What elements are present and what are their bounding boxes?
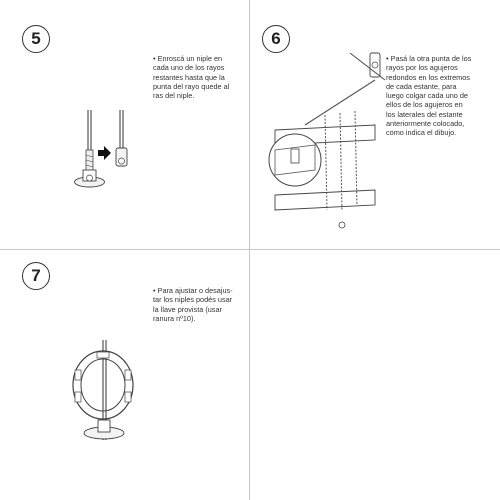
step-6-instruction: • Pasá la otra punta de los rayos por los agujeros redondos en los extremos de cada estante, para luego colgar cada uno de ellos de los agujeros en los laterales del estante anteriormente colocado, como indica el dibujo. — [386, 54, 472, 138]
arrow-right-icon — [98, 146, 111, 160]
step-7-instruction: • Para ajustar o desajus- tar los niples podés usar la llave provista (usar ranura nº10). — [153, 286, 233, 323]
step-7-illustration — [55, 340, 155, 445]
step-6-illustration — [265, 45, 385, 245]
step-5-number: 5 — [22, 25, 50, 53]
step-5-illustration — [60, 110, 140, 200]
step-7-number: 7 — [22, 262, 50, 290]
step-5-instruction: • Enroscá un niple en cada uno de los rayos restantes hasta que la punta del rayo quede al ras del niple. — [153, 54, 230, 101]
step-6-number: 6 — [262, 25, 290, 53]
horizontal-divider — [0, 249, 500, 250]
vertical-divider — [249, 0, 250, 500]
